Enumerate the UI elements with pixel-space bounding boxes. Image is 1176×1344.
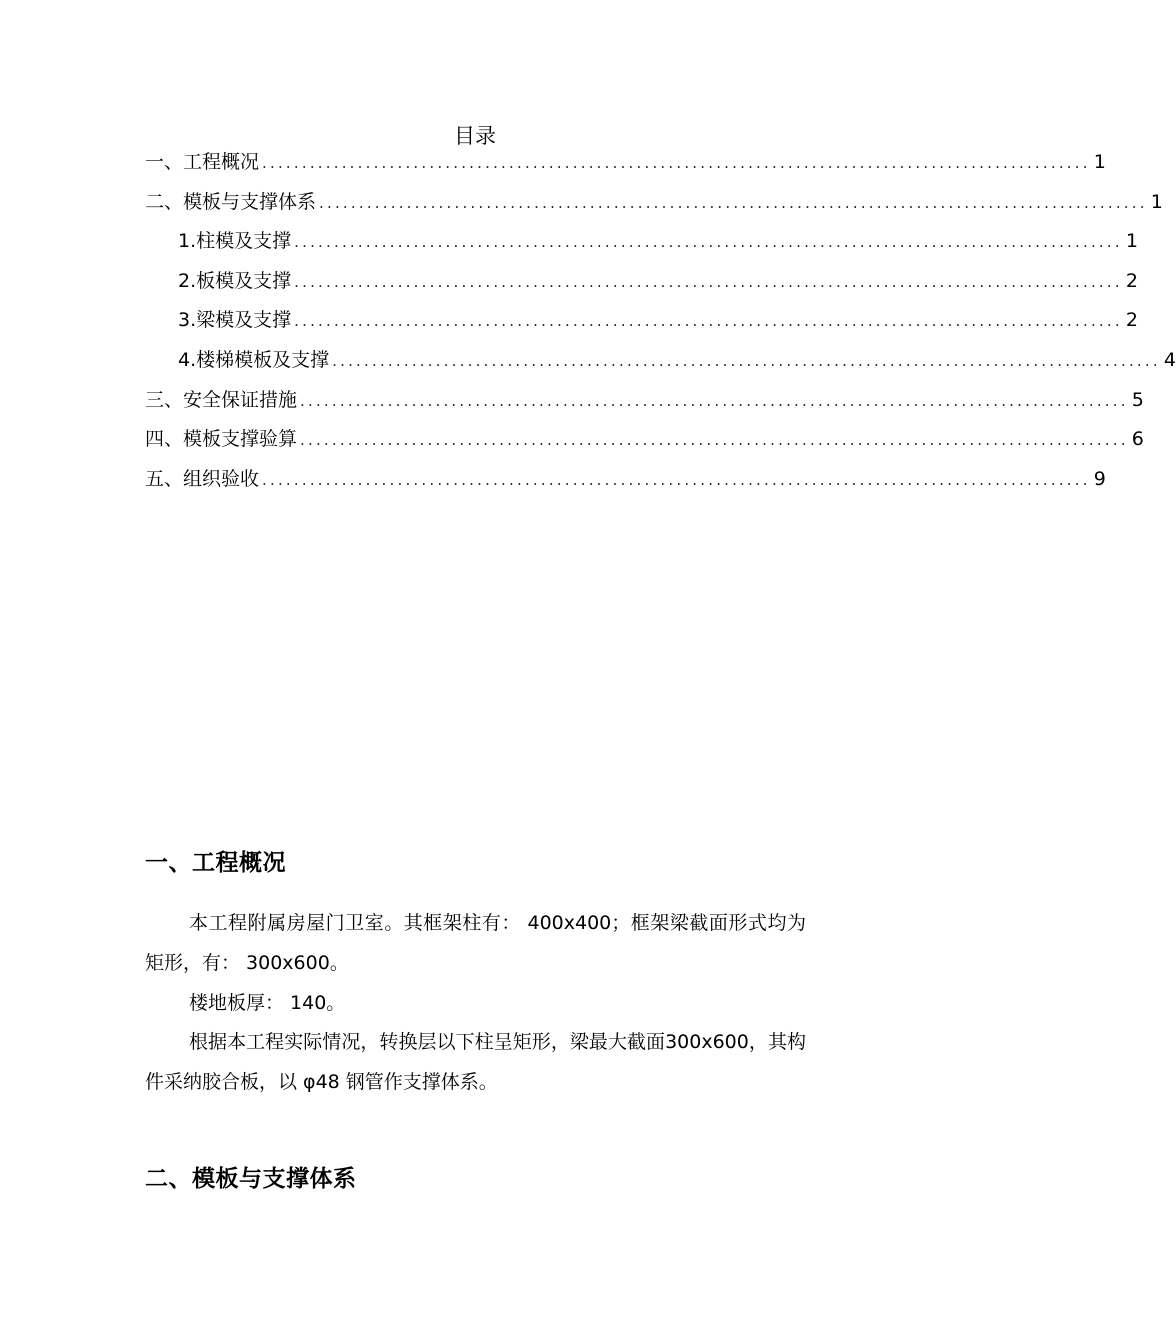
toc-title: 目录 xyxy=(454,124,496,148)
toc-entry-page: 2 xyxy=(1125,309,1138,332)
toc-entry[interactable] xyxy=(145,188,1163,228)
toc-entry-page: 9 xyxy=(1093,467,1106,490)
toc-dot-leader: ........................................................................................................ xyxy=(300,431,1129,450)
toc-entry-text: 五、组织验收 xyxy=(145,467,260,490)
toc-entry-text: 一、工程概况 xyxy=(145,151,260,173)
toc-entry-page: 2 xyxy=(1125,269,1138,292)
table-of-contents xyxy=(145,148,1176,504)
toc-entry-page: 1 xyxy=(1125,230,1138,253)
toc-dot-leader: ........................................................................................................ xyxy=(262,154,1091,172)
toc-dot-leader: ........................................................................................................ xyxy=(294,272,1123,291)
toc-entry-page: 4 xyxy=(1163,348,1176,371)
toc-entry-text: 1.柱模及支撑 xyxy=(178,230,292,253)
toc-entry[interactable] xyxy=(145,465,1106,505)
toc-dot-leader: ........................................................................................................ xyxy=(262,470,1091,489)
toc-entry-page: 6 xyxy=(1131,428,1144,451)
toc-entry-page: 1 xyxy=(1093,151,1106,173)
toc-entry[interactable] xyxy=(145,227,1138,267)
section1-paragraph: 楼地板厚： 140。 xyxy=(189,992,346,1014)
toc-entry-text: 2.板模及支撑 xyxy=(178,269,292,292)
toc-entry[interactable] xyxy=(145,425,1144,465)
toc-entry-text: 4.楼梯模板及支撑 xyxy=(178,348,330,371)
toc-entry-text: 三、安全保证措施 xyxy=(145,388,298,411)
toc-entry[interactable] xyxy=(145,148,1106,188)
toc-entry[interactable] xyxy=(145,386,1144,426)
toc-entry[interactable] xyxy=(145,306,1138,346)
toc-dot-leader: ........................................................................................................ xyxy=(319,193,1148,212)
toc-entry-text: 四、模板支撑验算 xyxy=(145,428,298,451)
section1-paragraph: 本工程附属房屋门卫室。其框架柱有： 400x400；框架梁截面形式均为矩形，有： 300x600。 xyxy=(145,912,806,974)
toc-dot-leader: ........................................................................................................ xyxy=(300,391,1129,410)
toc-dot-leader: ........................................................................................................ xyxy=(294,233,1123,252)
toc-entry[interactable] xyxy=(145,267,1138,307)
toc-dot-leader: ........................................................................................................ xyxy=(294,312,1123,331)
toc-dot-leader: ........................................................................................................ xyxy=(332,351,1161,370)
section1-paragraph: 根据本工程实际情况，转换层以下柱呈矩形，梁最大截面300x600，其构件采纳胶合板，以 φ48 钢管作支撑体系。 xyxy=(145,1031,806,1093)
toc-entry[interactable] xyxy=(145,346,1176,386)
section1-heading: 一、工程概况 xyxy=(145,850,286,876)
toc-entry-page: 1 xyxy=(1150,190,1163,213)
toc-entry-text: 二、模板与支撑体系 xyxy=(145,190,317,213)
section2-heading: 二、模板与支撑体系 xyxy=(145,1166,357,1192)
toc-entry-page: 5 xyxy=(1131,388,1144,411)
toc-entry-text: 3.梁模及支撑 xyxy=(178,309,292,332)
